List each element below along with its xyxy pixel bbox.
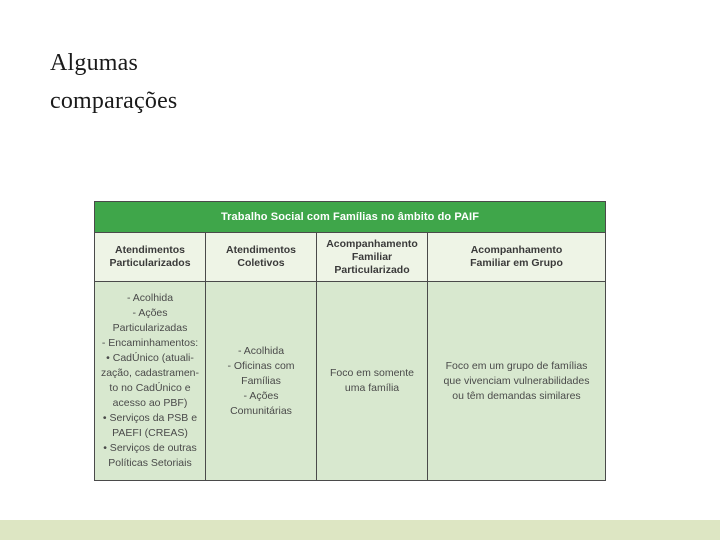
cell-line: acesso ao PBF) xyxy=(112,397,188,409)
cell-line: - Ações xyxy=(132,307,168,319)
slide-title-line-1: Algumas xyxy=(50,50,139,76)
cell-line: to no CadÚnico e xyxy=(109,382,191,394)
cell-line: ou têm demandas similares xyxy=(452,389,581,402)
header-line: Familiar em Grupo xyxy=(470,257,563,269)
cell-line: - Ações xyxy=(243,389,279,402)
header-line: Familiar xyxy=(351,250,393,263)
slide-title-line-2: comparações xyxy=(50,88,178,114)
cell-line: PAEFI (CREAS) xyxy=(112,427,188,439)
header-atendimentos-particularizados xyxy=(95,233,206,282)
cell-acompanhamento-grupo xyxy=(428,282,606,481)
cell-line: Particularizadas xyxy=(112,322,188,334)
cell-line: zação, cadastramen- xyxy=(100,367,200,379)
table-title: Trabalho Social com Famílias no âmbito do PAIF xyxy=(95,202,606,233)
slide-title xyxy=(50,44,177,120)
cell-line: • Serviços da PSB e xyxy=(102,412,198,424)
footer-band xyxy=(0,520,720,540)
header-line: Particularizados xyxy=(109,257,191,269)
paif-comparison-table xyxy=(94,201,606,481)
header-atendimentos-coletivos xyxy=(206,233,317,282)
header-line: Particularizado xyxy=(334,263,410,276)
cell-line: - Oficinas com xyxy=(227,359,295,372)
table-title-row xyxy=(95,202,606,233)
header-line: Atendimentos xyxy=(225,244,296,256)
cell-line: - Acolhida xyxy=(237,344,285,357)
table-header-row xyxy=(95,233,606,282)
cell-line: - Encaminhamentos: xyxy=(101,337,199,349)
cell-acompanhamento-particularizado xyxy=(317,282,428,481)
cell-line: - Acolhida xyxy=(126,292,174,304)
table-row xyxy=(95,282,606,481)
cell-line: Famílias xyxy=(241,374,281,387)
cell-line: • CadÚnico (atuali- xyxy=(106,352,194,364)
header-acompanhamento-particularizado xyxy=(317,233,428,282)
header-acompanhamento-grupo xyxy=(428,233,606,282)
cell-atendimentos-coletivos xyxy=(206,282,317,481)
cell-line: que vivenciam vulnerabilidades xyxy=(443,374,590,387)
cell-line: uma família xyxy=(344,382,400,394)
cell-line: • Serviços de outras xyxy=(103,442,197,454)
header-line: Acompanhamento xyxy=(326,237,418,250)
header-line: Atendimentos xyxy=(114,244,185,256)
cell-line: Foco em um grupo de famílias xyxy=(445,359,588,372)
header-line: Coletivos xyxy=(237,257,285,269)
header-line: Acompanhamento xyxy=(470,244,563,256)
cell-atendimentos-particularizados xyxy=(95,282,206,481)
cell-line: Políticas Setoriais xyxy=(108,457,192,469)
cell-line: Foco em somente xyxy=(329,367,415,379)
cell-line: Comunitárias xyxy=(230,404,292,417)
